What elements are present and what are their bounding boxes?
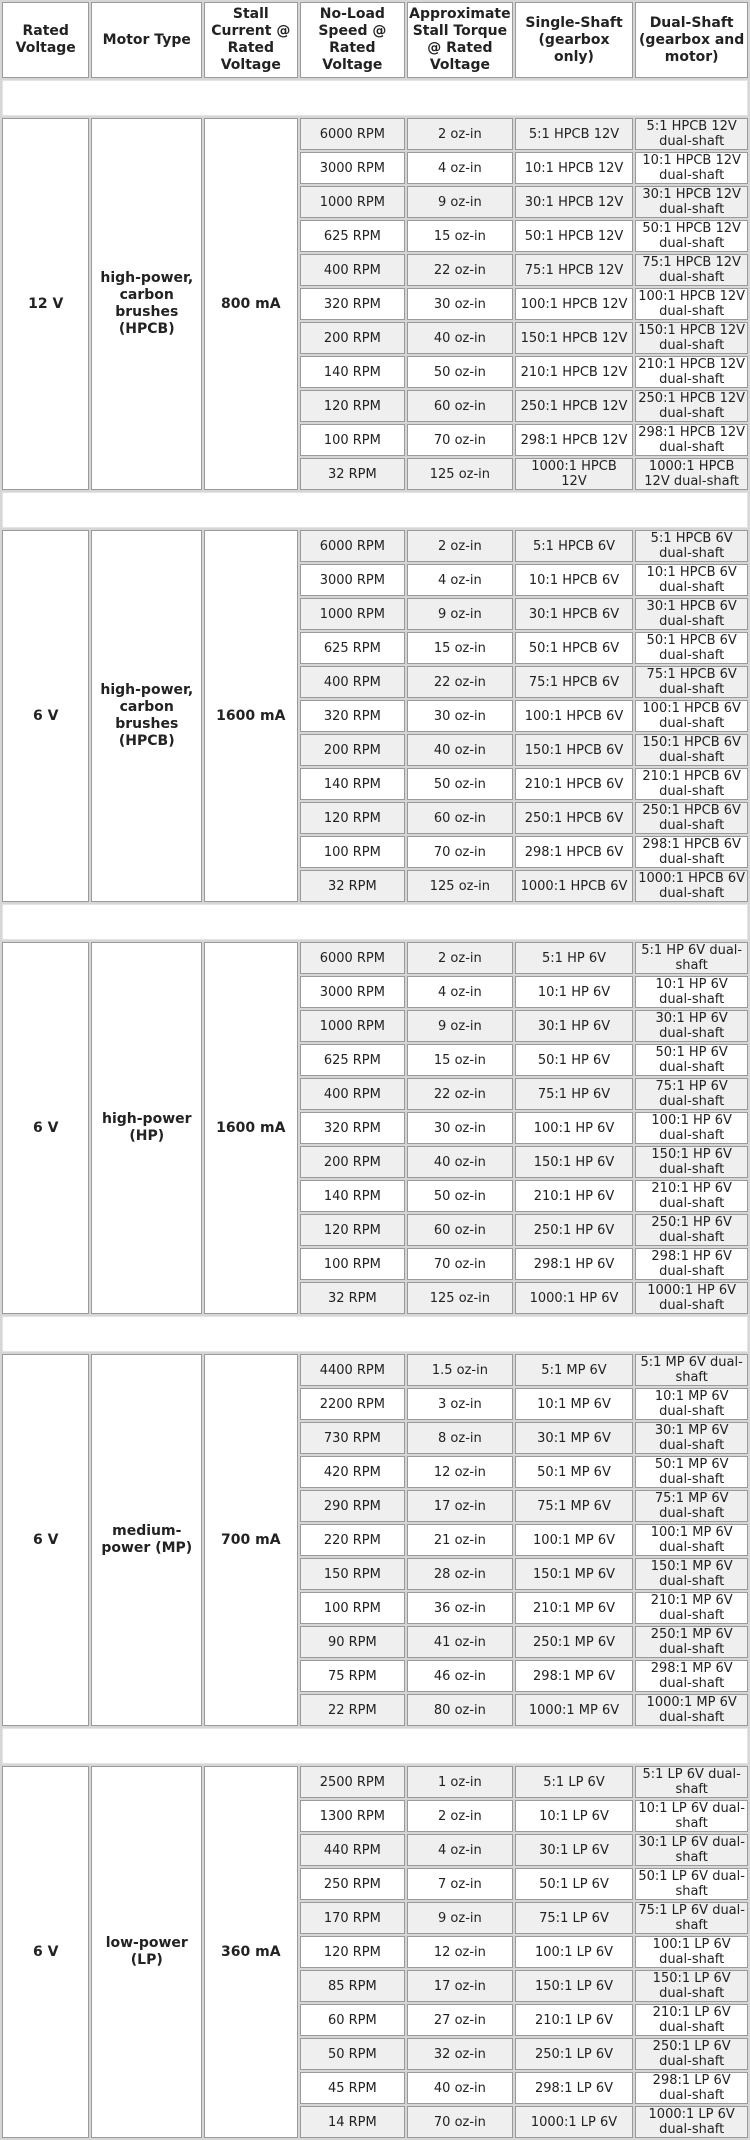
dual-shaft-cell: 250:1 HP 6V dual-shaft bbox=[635, 1214, 748, 1246]
dual-shaft-cell: 1000:1 HP 6V dual-shaft bbox=[635, 1282, 748, 1314]
single-shaft-cell: 1000:1 MP 6V bbox=[515, 1694, 634, 1726]
single-shaft-cell: 150:1 HP 6V bbox=[515, 1146, 634, 1178]
stall-torque-cell: 125 oz-in bbox=[407, 458, 513, 490]
stall-torque-cell: 60 oz-in bbox=[407, 1214, 513, 1246]
group-spacer-row bbox=[2, 80, 748, 116]
stall-torque-cell: 41 oz-in bbox=[407, 1626, 513, 1658]
dual-shaft-cell: 75:1 LP 6V dual-shaft bbox=[635, 1902, 748, 1934]
dual-shaft-cell: 30:1 HP 6V dual-shaft bbox=[635, 1010, 748, 1042]
dual-shaft-cell: 50:1 MP 6V dual-shaft bbox=[635, 1456, 748, 1488]
table-header-row bbox=[2, 2, 748, 78]
no-load-speed-cell: 3000 RPM bbox=[300, 976, 406, 1008]
single-shaft-cell: 298:1 HP 6V bbox=[515, 1248, 634, 1280]
stall-torque-cell: 30 oz-in bbox=[407, 1112, 513, 1144]
no-load-speed-cell: 440 RPM bbox=[300, 1834, 406, 1866]
dual-shaft-cell: 250:1 LP 6V dual-shaft bbox=[635, 2038, 748, 2070]
single-shaft-cell: 50:1 HPCB 12V bbox=[515, 220, 634, 252]
single-shaft-cell: 250:1 HPCB 6V bbox=[515, 802, 634, 834]
table-row bbox=[2, 118, 748, 150]
single-shaft-cell: 210:1 HP 6V bbox=[515, 1180, 634, 1212]
dual-shaft-cell: 1000:1 HPCB 12V dual-shaft bbox=[635, 458, 748, 490]
single-shaft-cell: 30:1 HP 6V bbox=[515, 1010, 634, 1042]
stall-torque-cell: 22 oz-in bbox=[407, 254, 513, 286]
rated-voltage-cell: 6 V bbox=[2, 530, 89, 902]
dual-shaft-cell: 10:1 HPCB 6V dual-shaft bbox=[635, 564, 748, 596]
header-stall-current: Stall Current @ Rated Voltage bbox=[204, 2, 298, 78]
dual-shaft-cell: 298:1 MP 6V dual-shaft bbox=[635, 1660, 748, 1692]
stall-torque-cell: 125 oz-in bbox=[407, 1282, 513, 1314]
single-shaft-cell: 150:1 HPCB 6V bbox=[515, 734, 634, 766]
no-load-speed-cell: 625 RPM bbox=[300, 220, 406, 252]
no-load-speed-cell: 170 RPM bbox=[300, 1902, 406, 1934]
stall-torque-cell: 27 oz-in bbox=[407, 2004, 513, 2036]
header-no-load-speed: No-Load Speed @ Rated Voltage bbox=[300, 2, 406, 78]
stall-torque-cell: 70 oz-in bbox=[407, 836, 513, 868]
spacer-cell bbox=[2, 492, 748, 528]
no-load-speed-cell: 420 RPM bbox=[300, 1456, 406, 1488]
table-row bbox=[2, 942, 748, 974]
table-row bbox=[2, 530, 748, 562]
dual-shaft-cell: 150:1 HPCB 6V dual-shaft bbox=[635, 734, 748, 766]
no-load-speed-cell: 90 RPM bbox=[300, 1626, 406, 1658]
stall-torque-cell: 30 oz-in bbox=[407, 700, 513, 732]
dual-shaft-cell: 1000:1 MP 6V dual-shaft bbox=[635, 1694, 748, 1726]
stall-torque-cell: 70 oz-in bbox=[407, 1248, 513, 1280]
no-load-speed-cell: 290 RPM bbox=[300, 1490, 406, 1522]
no-load-speed-cell: 6000 RPM bbox=[300, 118, 406, 150]
stall-torque-cell: 15 oz-in bbox=[407, 1044, 513, 1076]
dual-shaft-cell: 5:1 HP 6V dual-shaft bbox=[635, 942, 748, 974]
dual-shaft-cell: 5:1 HPCB 6V dual-shaft bbox=[635, 530, 748, 562]
single-shaft-cell: 210:1 HPCB 6V bbox=[515, 768, 634, 800]
stall-torque-cell: 8 oz-in bbox=[407, 1422, 513, 1454]
dual-shaft-cell: 50:1 HPCB 12V dual-shaft bbox=[635, 220, 748, 252]
dual-shaft-cell: 1000:1 LP 6V dual-shaft bbox=[635, 2106, 748, 2138]
stall-torque-cell: 80 oz-in bbox=[407, 1694, 513, 1726]
single-shaft-cell: 250:1 LP 6V bbox=[515, 2038, 634, 2070]
dual-shaft-cell: 210:1 HP 6V dual-shaft bbox=[635, 1180, 748, 1212]
stall-torque-cell: 50 oz-in bbox=[407, 356, 513, 388]
stall-torque-cell: 17 oz-in bbox=[407, 1970, 513, 2002]
dual-shaft-cell: 30:1 LP 6V dual-shaft bbox=[635, 1834, 748, 1866]
no-load-speed-cell: 625 RPM bbox=[300, 632, 406, 664]
dual-shaft-cell: 10:1 MP 6V dual-shaft bbox=[635, 1388, 748, 1420]
single-shaft-cell: 75:1 MP 6V bbox=[515, 1490, 634, 1522]
dual-shaft-cell: 75:1 HP 6V dual-shaft bbox=[635, 1078, 748, 1110]
dual-shaft-cell: 10:1 HPCB 12V dual-shaft bbox=[635, 152, 748, 184]
dual-shaft-cell: 150:1 HP 6V dual-shaft bbox=[635, 1146, 748, 1178]
dual-shaft-cell: 75:1 HPCB 6V dual-shaft bbox=[635, 666, 748, 698]
no-load-speed-cell: 625 RPM bbox=[300, 1044, 406, 1076]
single-shaft-cell: 250:1 HPCB 12V bbox=[515, 390, 634, 422]
dual-shaft-cell: 30:1 HPCB 12V dual-shaft bbox=[635, 186, 748, 218]
stall-torque-cell: 46 oz-in bbox=[407, 1660, 513, 1692]
dual-shaft-cell: 30:1 MP 6V dual-shaft bbox=[635, 1422, 748, 1454]
single-shaft-cell: 150:1 MP 6V bbox=[515, 1558, 634, 1590]
rated-voltage-cell: 6 V bbox=[2, 1766, 89, 2138]
stall-torque-cell: 15 oz-in bbox=[407, 220, 513, 252]
stall-torque-cell: 4 oz-in bbox=[407, 564, 513, 596]
stall-torque-cell: 12 oz-in bbox=[407, 1456, 513, 1488]
spacer-cell bbox=[2, 1728, 748, 1764]
single-shaft-cell: 298:1 HPCB 6V bbox=[515, 836, 634, 868]
stall-torque-cell: 2 oz-in bbox=[407, 1800, 513, 1832]
no-load-speed-cell: 1000 RPM bbox=[300, 1010, 406, 1042]
dual-shaft-cell: 150:1 HPCB 12V dual-shaft bbox=[635, 322, 748, 354]
single-shaft-cell: 30:1 HPCB 12V bbox=[515, 186, 634, 218]
single-shaft-cell: 150:1 HPCB 12V bbox=[515, 322, 634, 354]
no-load-speed-cell: 60 RPM bbox=[300, 2004, 406, 2036]
dual-shaft-cell: 100:1 HP 6V dual-shaft bbox=[635, 1112, 748, 1144]
single-shaft-cell: 50:1 MP 6V bbox=[515, 1456, 634, 1488]
header-rated-voltage: Rated Voltage bbox=[2, 2, 89, 78]
no-load-speed-cell: 50 RPM bbox=[300, 2038, 406, 2070]
spacer-cell bbox=[2, 1316, 748, 1352]
stall-torque-cell: 1.5 oz-in bbox=[407, 1354, 513, 1386]
header-stall-torque: Approximate Stall Torque @ Rated Voltage bbox=[407, 2, 513, 78]
single-shaft-cell: 10:1 HPCB 12V bbox=[515, 152, 634, 184]
dual-shaft-cell: 100:1 HPCB 12V dual-shaft bbox=[635, 288, 748, 320]
no-load-speed-cell: 730 RPM bbox=[300, 1422, 406, 1454]
single-shaft-cell: 5:1 HPCB 6V bbox=[515, 530, 634, 562]
single-shaft-cell: 75:1 LP 6V bbox=[515, 1902, 634, 1934]
single-shaft-cell: 50:1 LP 6V bbox=[515, 1868, 634, 1900]
no-load-speed-cell: 220 RPM bbox=[300, 1524, 406, 1556]
no-load-speed-cell: 100 RPM bbox=[300, 1248, 406, 1280]
no-load-speed-cell: 400 RPM bbox=[300, 1078, 406, 1110]
stall-torque-cell: 2 oz-in bbox=[407, 118, 513, 150]
no-load-speed-cell: 320 RPM bbox=[300, 288, 406, 320]
stall-current-cell: 360 mA bbox=[204, 1766, 298, 2138]
no-load-speed-cell: 320 RPM bbox=[300, 700, 406, 732]
single-shaft-cell: 100:1 MP 6V bbox=[515, 1524, 634, 1556]
stall-torque-cell: 125 oz-in bbox=[407, 870, 513, 902]
no-load-speed-cell: 22 RPM bbox=[300, 1694, 406, 1726]
no-load-speed-cell: 1000 RPM bbox=[300, 598, 406, 630]
dual-shaft-cell: 5:1 MP 6V dual-shaft bbox=[635, 1354, 748, 1386]
stall-current-cell: 800 mA bbox=[204, 118, 298, 490]
table-body bbox=[2, 80, 748, 2138]
stall-torque-cell: 36 oz-in bbox=[407, 1592, 513, 1624]
header-dual-shaft: Dual-Shaft (gearbox and motor) bbox=[635, 2, 748, 78]
stall-current-cell: 1600 mA bbox=[204, 942, 298, 1314]
group-spacer-row bbox=[2, 492, 748, 528]
no-load-speed-cell: 6000 RPM bbox=[300, 942, 406, 974]
dual-shaft-cell: 100:1 LP 6V dual-shaft bbox=[635, 1936, 748, 1968]
single-shaft-cell: 210:1 MP 6V bbox=[515, 1592, 634, 1624]
group-spacer-row bbox=[2, 1316, 748, 1352]
no-load-speed-cell: 75 RPM bbox=[300, 1660, 406, 1692]
no-load-speed-cell: 6000 RPM bbox=[300, 530, 406, 562]
no-load-speed-cell: 32 RPM bbox=[300, 870, 406, 902]
no-load-speed-cell: 200 RPM bbox=[300, 734, 406, 766]
stall-torque-cell: 9 oz-in bbox=[407, 1010, 513, 1042]
no-load-speed-cell: 4400 RPM bbox=[300, 1354, 406, 1386]
no-load-speed-cell: 2500 RPM bbox=[300, 1766, 406, 1798]
stall-torque-cell: 50 oz-in bbox=[407, 768, 513, 800]
single-shaft-cell: 1000:1 HP 6V bbox=[515, 1282, 634, 1314]
no-load-speed-cell: 140 RPM bbox=[300, 356, 406, 388]
stall-torque-cell: 7 oz-in bbox=[407, 1868, 513, 1900]
single-shaft-cell: 75:1 HPCB 6V bbox=[515, 666, 634, 698]
motor-type-cell: high-power, carbon brushes (HPCB) bbox=[91, 118, 202, 490]
dual-shaft-cell: 298:1 HPCB 12V dual-shaft bbox=[635, 424, 748, 456]
group-spacer-row bbox=[2, 1728, 748, 1764]
stall-torque-cell: 60 oz-in bbox=[407, 390, 513, 422]
stall-torque-cell: 4 oz-in bbox=[407, 152, 513, 184]
dual-shaft-cell: 298:1 HPCB 6V dual-shaft bbox=[635, 836, 748, 868]
no-load-speed-cell: 32 RPM bbox=[300, 1282, 406, 1314]
stall-torque-cell: 17 oz-in bbox=[407, 1490, 513, 1522]
dual-shaft-cell: 210:1 MP 6V dual-shaft bbox=[635, 1592, 748, 1624]
single-shaft-cell: 5:1 MP 6V bbox=[515, 1354, 634, 1386]
no-load-speed-cell: 45 RPM bbox=[300, 2072, 406, 2104]
no-load-speed-cell: 3000 RPM bbox=[300, 564, 406, 596]
stall-torque-cell: 70 oz-in bbox=[407, 424, 513, 456]
stall-torque-cell: 60 oz-in bbox=[407, 802, 513, 834]
dual-shaft-cell: 250:1 HPCB 12V dual-shaft bbox=[635, 390, 748, 422]
dual-shaft-cell: 5:1 HPCB 12V dual-shaft bbox=[635, 118, 748, 150]
rated-voltage-cell: 6 V bbox=[2, 1354, 89, 1726]
single-shaft-cell: 10:1 HP 6V bbox=[515, 976, 634, 1008]
dual-shaft-cell: 210:1 LP 6V dual-shaft bbox=[635, 2004, 748, 2036]
stall-torque-cell: 2 oz-in bbox=[407, 942, 513, 974]
dual-shaft-cell: 210:1 HPCB 6V dual-shaft bbox=[635, 768, 748, 800]
single-shaft-cell: 30:1 LP 6V bbox=[515, 1834, 634, 1866]
no-load-speed-cell: 120 RPM bbox=[300, 1936, 406, 1968]
no-load-speed-cell: 100 RPM bbox=[300, 424, 406, 456]
dual-shaft-cell: 30:1 HPCB 6V dual-shaft bbox=[635, 598, 748, 630]
no-load-speed-cell: 1300 RPM bbox=[300, 1800, 406, 1832]
dual-shaft-cell: 10:1 LP 6V dual-shaft bbox=[635, 1800, 748, 1832]
group-spacer-row bbox=[2, 904, 748, 940]
dual-shaft-cell: 75:1 HPCB 12V dual-shaft bbox=[635, 254, 748, 286]
single-shaft-cell: 75:1 HPCB 12V bbox=[515, 254, 634, 286]
stall-torque-cell: 40 oz-in bbox=[407, 322, 513, 354]
stall-torque-cell: 3 oz-in bbox=[407, 1388, 513, 1420]
single-shaft-cell: 5:1 HP 6V bbox=[515, 942, 634, 974]
single-shaft-cell: 30:1 MP 6V bbox=[515, 1422, 634, 1454]
stall-torque-cell: 9 oz-in bbox=[407, 598, 513, 630]
single-shaft-cell: 210:1 LP 6V bbox=[515, 2004, 634, 2036]
stall-torque-cell: 28 oz-in bbox=[407, 1558, 513, 1590]
no-load-speed-cell: 200 RPM bbox=[300, 322, 406, 354]
dual-shaft-cell: 298:1 HP 6V dual-shaft bbox=[635, 1248, 748, 1280]
table-row bbox=[2, 1354, 748, 1386]
stall-torque-cell: 21 oz-in bbox=[407, 1524, 513, 1556]
dual-shaft-cell: 10:1 HP 6V dual-shaft bbox=[635, 976, 748, 1008]
dual-shaft-cell: 100:1 HPCB 6V dual-shaft bbox=[635, 700, 748, 732]
spacer-cell bbox=[2, 80, 748, 116]
motor-type-cell: medium-power (MP) bbox=[91, 1354, 202, 1726]
no-load-speed-cell: 100 RPM bbox=[300, 1592, 406, 1624]
header-single-shaft: Single-Shaft (gearbox only) bbox=[515, 2, 634, 78]
rated-voltage-cell: 12 V bbox=[2, 118, 89, 490]
single-shaft-cell: 10:1 LP 6V bbox=[515, 1800, 634, 1832]
no-load-speed-cell: 3000 RPM bbox=[300, 152, 406, 184]
stall-torque-cell: 40 oz-in bbox=[407, 1146, 513, 1178]
no-load-speed-cell: 85 RPM bbox=[300, 1970, 406, 2002]
stall-torque-cell: 9 oz-in bbox=[407, 186, 513, 218]
single-shaft-cell: 298:1 HPCB 12V bbox=[515, 424, 634, 456]
table-row bbox=[2, 1766, 748, 1798]
stall-torque-cell: 40 oz-in bbox=[407, 2072, 513, 2104]
single-shaft-cell: 50:1 HPCB 6V bbox=[515, 632, 634, 664]
single-shaft-cell: 5:1 LP 6V bbox=[515, 1766, 634, 1798]
single-shaft-cell: 298:1 LP 6V bbox=[515, 2072, 634, 2104]
stall-torque-cell: 22 oz-in bbox=[407, 1078, 513, 1110]
dual-shaft-cell: 100:1 MP 6V dual-shaft bbox=[635, 1524, 748, 1556]
no-load-speed-cell: 100 RPM bbox=[300, 836, 406, 868]
stall-torque-cell: 4 oz-in bbox=[407, 976, 513, 1008]
single-shaft-cell: 100:1 LP 6V bbox=[515, 1936, 634, 1968]
single-shaft-cell: 1000:1 HPCB 12V bbox=[515, 458, 634, 490]
dual-shaft-cell: 150:1 MP 6V dual-shaft bbox=[635, 1558, 748, 1590]
dual-shaft-cell: 210:1 HPCB 12V dual-shaft bbox=[635, 356, 748, 388]
no-load-speed-cell: 14 RPM bbox=[300, 2106, 406, 2138]
single-shaft-cell: 5:1 HPCB 12V bbox=[515, 118, 634, 150]
single-shaft-cell: 10:1 HPCB 6V bbox=[515, 564, 634, 596]
stall-current-cell: 700 mA bbox=[204, 1354, 298, 1726]
dual-shaft-cell: 150:1 LP 6V dual-shaft bbox=[635, 1970, 748, 2002]
no-load-speed-cell: 120 RPM bbox=[300, 390, 406, 422]
stall-torque-cell: 2 oz-in bbox=[407, 530, 513, 562]
motor-type-cell: low-power (LP) bbox=[91, 1766, 202, 2138]
single-shaft-cell: 150:1 LP 6V bbox=[515, 1970, 634, 2002]
stall-torque-cell: 4 oz-in bbox=[407, 1834, 513, 1866]
no-load-speed-cell: 250 RPM bbox=[300, 1868, 406, 1900]
header-motor-type: Motor Type bbox=[91, 2, 202, 78]
single-shaft-cell: 75:1 HP 6V bbox=[515, 1078, 634, 1110]
stall-torque-cell: 15 oz-in bbox=[407, 632, 513, 664]
stall-torque-cell: 12 oz-in bbox=[407, 1936, 513, 1968]
dual-shaft-cell: 75:1 MP 6V dual-shaft bbox=[635, 1490, 748, 1522]
no-load-speed-cell: 1000 RPM bbox=[300, 186, 406, 218]
single-shaft-cell: 100:1 HPCB 12V bbox=[515, 288, 634, 320]
stall-torque-cell: 30 oz-in bbox=[407, 288, 513, 320]
single-shaft-cell: 298:1 MP 6V bbox=[515, 1660, 634, 1692]
motor-type-cell: high-power (HP) bbox=[91, 942, 202, 1314]
no-load-speed-cell: 140 RPM bbox=[300, 768, 406, 800]
dual-shaft-cell: 50:1 HP 6V dual-shaft bbox=[635, 1044, 748, 1076]
dual-shaft-cell: 50:1 LP 6V dual-shaft bbox=[635, 1868, 748, 1900]
stall-torque-cell: 40 oz-in bbox=[407, 734, 513, 766]
dual-shaft-cell: 50:1 HPCB 6V dual-shaft bbox=[635, 632, 748, 664]
single-shaft-cell: 50:1 HP 6V bbox=[515, 1044, 634, 1076]
dual-shaft-cell: 1000:1 HPCB 6V dual-shaft bbox=[635, 870, 748, 902]
spacer-cell bbox=[2, 904, 748, 940]
no-load-speed-cell: 2200 RPM bbox=[300, 1388, 406, 1420]
motor-type-cell: high-power, carbon brushes (HPCB) bbox=[91, 530, 202, 902]
dual-shaft-cell: 5:1 LP 6V dual-shaft bbox=[635, 1766, 748, 1798]
no-load-speed-cell: 200 RPM bbox=[300, 1146, 406, 1178]
single-shaft-cell: 210:1 HPCB 12V bbox=[515, 356, 634, 388]
no-load-speed-cell: 400 RPM bbox=[300, 254, 406, 286]
single-shaft-cell: 1000:1 HPCB 6V bbox=[515, 870, 634, 902]
single-shaft-cell: 30:1 HPCB 6V bbox=[515, 598, 634, 630]
no-load-speed-cell: 32 RPM bbox=[300, 458, 406, 490]
no-load-speed-cell: 120 RPM bbox=[300, 802, 406, 834]
stall-torque-cell: 22 oz-in bbox=[407, 666, 513, 698]
stall-torque-cell: 70 oz-in bbox=[407, 2106, 513, 2138]
single-shaft-cell: 100:1 HP 6V bbox=[515, 1112, 634, 1144]
no-load-speed-cell: 150 RPM bbox=[300, 1558, 406, 1590]
single-shaft-cell: 250:1 HP 6V bbox=[515, 1214, 634, 1246]
dual-shaft-cell: 250:1 HPCB 6V dual-shaft bbox=[635, 802, 748, 834]
single-shaft-cell: 100:1 HPCB 6V bbox=[515, 700, 634, 732]
dual-shaft-cell: 298:1 LP 6V dual-shaft bbox=[635, 2072, 748, 2104]
stall-torque-cell: 50 oz-in bbox=[407, 1180, 513, 1212]
no-load-speed-cell: 400 RPM bbox=[300, 666, 406, 698]
stall-torque-cell: 32 oz-in bbox=[407, 2038, 513, 2070]
stall-torque-cell: 1 oz-in bbox=[407, 1766, 513, 1798]
stall-torque-cell: 9 oz-in bbox=[407, 1902, 513, 1934]
stall-current-cell: 1600 mA bbox=[204, 530, 298, 902]
single-shaft-cell: 10:1 MP 6V bbox=[515, 1388, 634, 1420]
dual-shaft-cell: 250:1 MP 6V dual-shaft bbox=[635, 1626, 748, 1658]
rated-voltage-cell: 6 V bbox=[2, 942, 89, 1314]
single-shaft-cell: 250:1 MP 6V bbox=[515, 1626, 634, 1658]
no-load-speed-cell: 140 RPM bbox=[300, 1180, 406, 1212]
no-load-speed-cell: 120 RPM bbox=[300, 1214, 406, 1246]
single-shaft-cell: 1000:1 LP 6V bbox=[515, 2106, 634, 2138]
no-load-speed-cell: 320 RPM bbox=[300, 1112, 406, 1144]
